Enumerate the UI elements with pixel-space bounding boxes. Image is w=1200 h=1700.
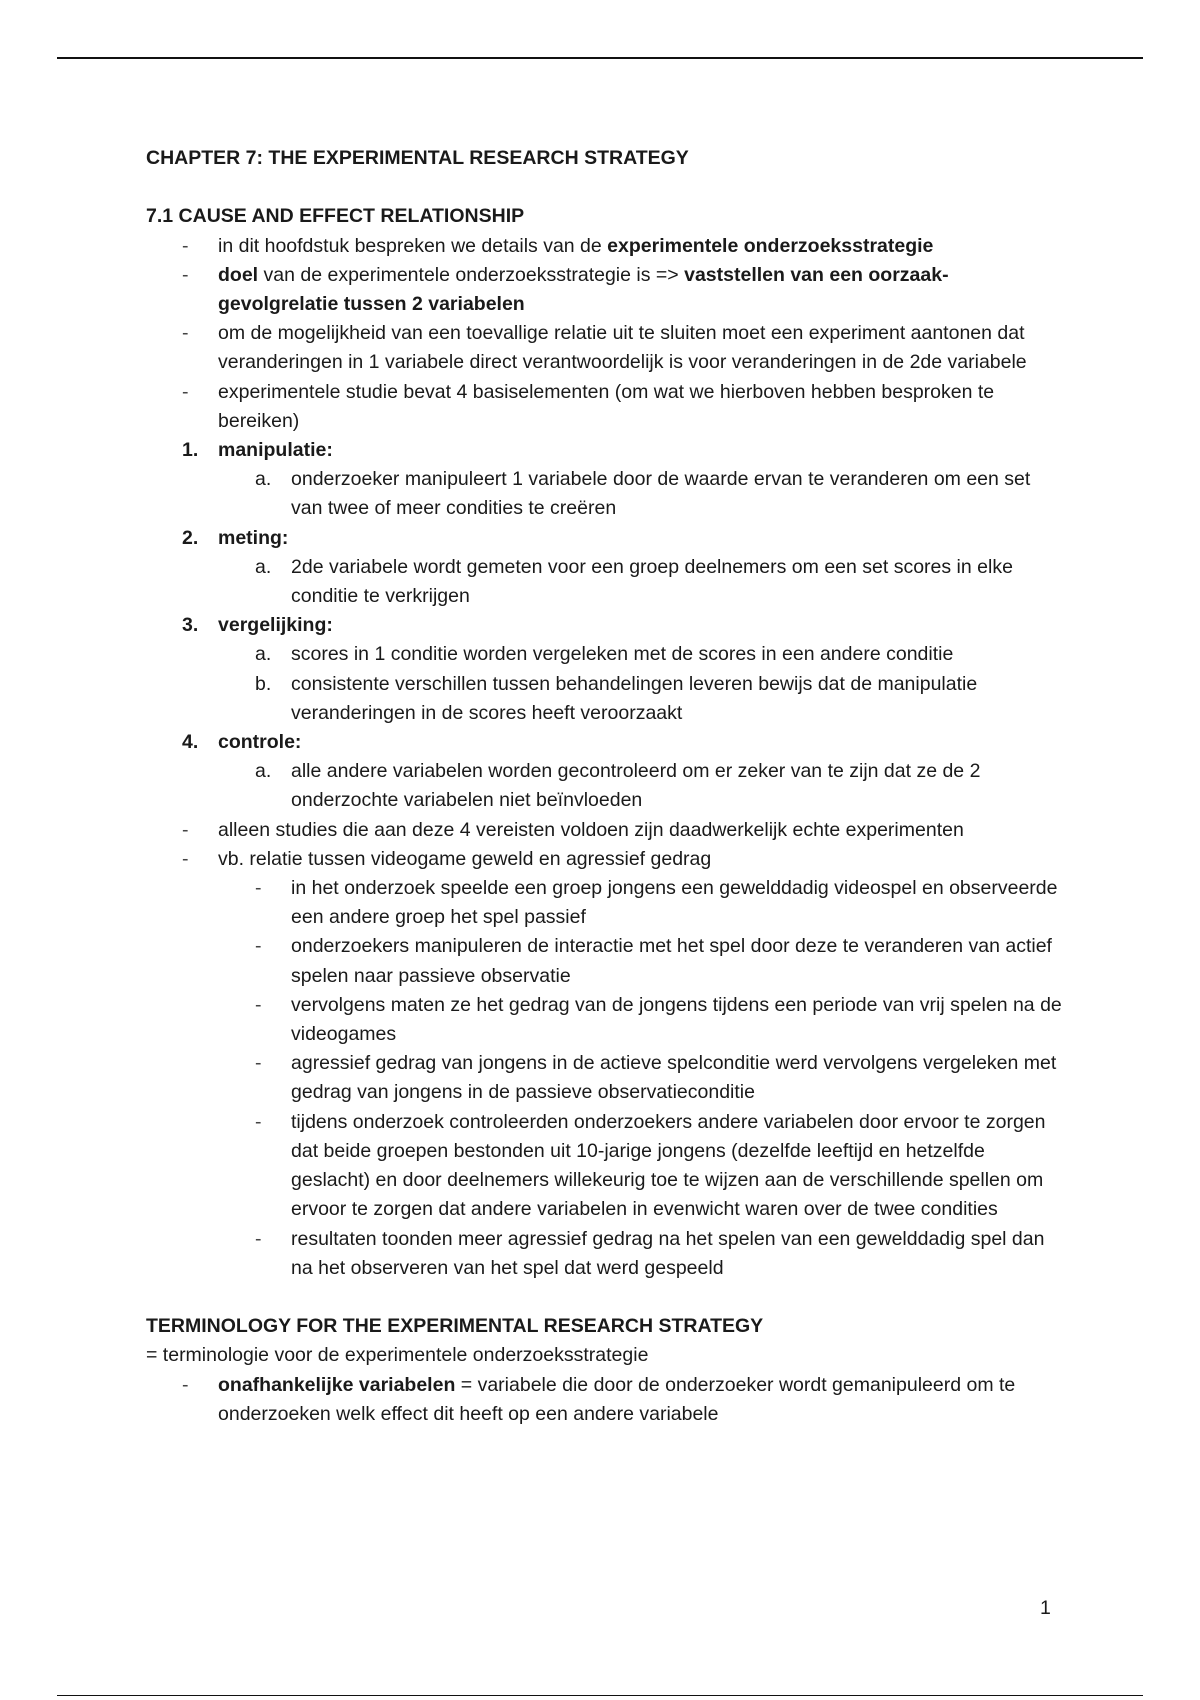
chapter-title: CHAPTER 7: THE EXPERIMENTAL RESEARCH STRATEGY [146, 147, 689, 169]
example-item: - in het onderzoek speelde een groep jongens een gewelddadig videospel en observeerde een andere groep het spel passief [255, 877, 1058, 929]
list-item: - experimentele studie bevat 4 basiselementen (om wat we hierboven hebben besproken te bereiken) [182, 380, 995, 432]
numbered-item-controle: 4. controle: [182, 731, 302, 754]
sub-item: a. 2de variabele wordt gemeten voor een groep deelnemers om een set scores in elke conditie te verkrijgen [255, 555, 1013, 608]
list-item: - vb. relatie tussen videogame geweld en agressief gedrag [182, 847, 712, 870]
section-heading-terminology: TERMINOLOGY FOR THE EXPERIMENTAL RESEARCH STRATEGY [146, 1315, 764, 1338]
example-item: - resultaten toonden meer agressief gedrag na het spelen van een gewelddadig spel dan na het observeren van het spel dat werd gespeeld [255, 1227, 1045, 1279]
sub-item: b. consistente verschillen tussen behandelingen leveren bewijs dat de manipulatie veranderingen in de scores heeft veroorzaakt [255, 672, 978, 724]
numbered-item-meting: 2. meting: [182, 526, 289, 549]
example-item: - vervolgens maten ze het gedrag van de jongens tijdens een periode van vrij spelen na de videogames [255, 993, 1062, 1046]
header-rule [57, 57, 1143, 59]
numbered-item-manipulatie: 1. manipulatie: [182, 439, 333, 462]
list-item: - alleen studies die aan deze 4 vereisten voldoen zijn daadwerkelijk echte experimenten [182, 818, 964, 841]
page-number: 1 [1040, 1597, 1051, 1619]
list-item: - onafhankelijke variabelen = variabele die door de onderzoeker wordt gemanipuleerd om te onderzoeken welk effect dit heeft op een andere variabele [182, 1373, 1016, 1425]
sub-item: a. onderzoeker manipuleert 1 variabele door de waarde ervan te veranderen om een set van twee of meer condities te creëren [255, 468, 1031, 520]
example-item: - onderzoekers manipuleren de interactie met het spel door deze te veranderen van actief spelen naar passieve observatie [255, 935, 1052, 987]
sub-item: a. alle andere variabelen worden gecontroleerd om er zeker van te zijn dat ze de 2 onderzochte variabelen niet beïnvloeden [255, 760, 981, 812]
document-body [146, 144, 1066, 1429]
numbered-item-vergelijking: 3. vergelijking: [182, 614, 333, 637]
list-item: - om de mogelijkheid van een toevallige relatie uit te sluiten moet een experiment aantonen dat veranderingen in 1 variabele direct verantwoordelijk is voor veranderingen in de 2de variabele [182, 322, 1027, 374]
example-item: - tijdens onderzoek controleerden onderzoekers andere variabelen door ervoor te zorgen dat beide groepen bestonden uit 10-jarige jongens (dezelfde leeftijd en hetzelfde geslacht) en door deelnemers willekeurig toe te wijzen aan de verschillende spellen om ervoor te zorgen dat andere variabelen in evenwicht waren over de twee condities [255, 1110, 1046, 1221]
section-heading-cause-effect: 7.1 CAUSE AND EFFECT RELATIONSHIP [146, 205, 525, 228]
example-item: - agressief gedrag van jongens in de actieve spelconditie werd vervolgens vergeleken met gedrag van jongens in de passieve observatieconditie [255, 1052, 1057, 1104]
list-item: - in dit hoofdstuk bespreken we details van de experimentele onderzoeksstrategie [182, 234, 934, 257]
list-item: - doel van de experimentele onderzoeksstrategie is => vaststellen van een oorzaak-gevolgrelatie tussen 2 variabelen [182, 263, 949, 315]
sub-item: a. scores in 1 conditie worden vergeleken met de scores in een andere conditie [255, 643, 954, 666]
terminology-intro: = terminologie voor de experimentele onderzoeksstrategie [146, 1344, 649, 1367]
footer-rule [57, 1695, 1143, 1696]
